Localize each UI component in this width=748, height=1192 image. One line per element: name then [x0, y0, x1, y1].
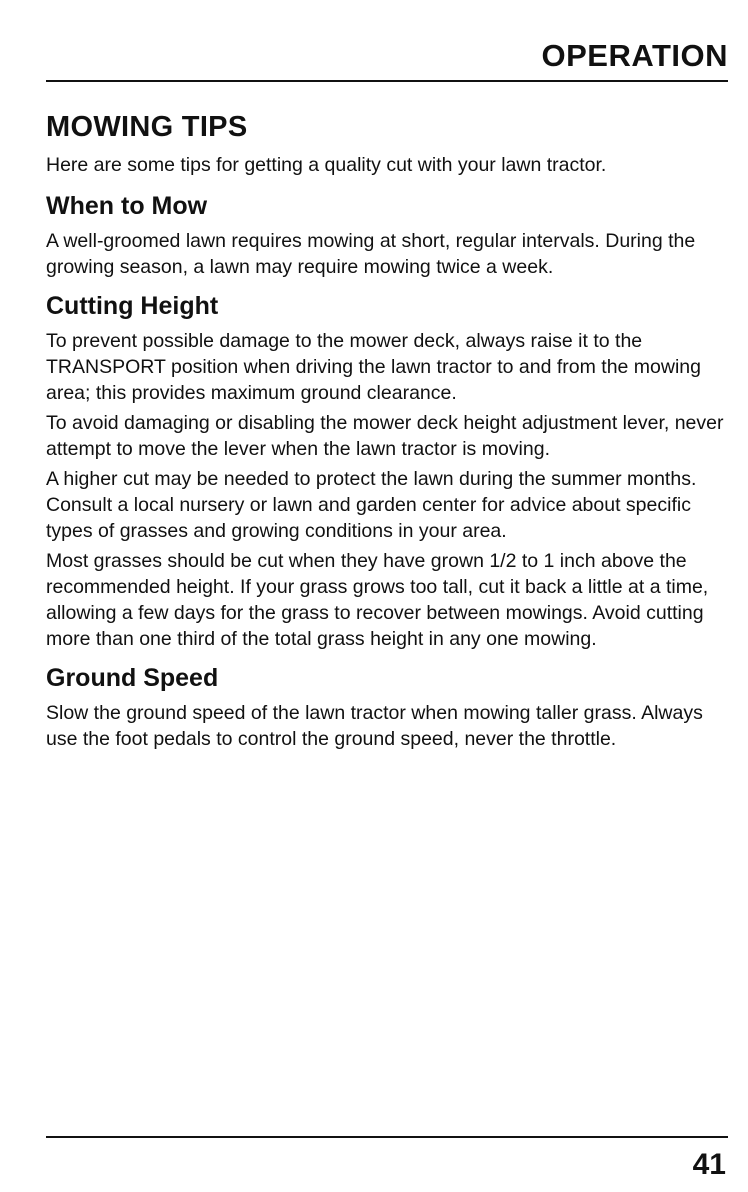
paragraph: Slow the ground speed of the lawn tractor when mowing taller grass. Always use the foot pedals to control the ground speed, never the throttle. — [46, 702, 703, 750]
paragraph: To avoid damaging or disabling the mower deck height adjustment lever, never attempt to move the lever when the lawn tractor is moving. — [46, 412, 724, 460]
header-divider — [46, 80, 728, 82]
page-number: 41 — [692, 1148, 726, 1181]
paragraph: A well-groomed lawn requires mowing at short, regular intervals. During the growing season, a lawn may require mowing twice a week. — [46, 230, 696, 278]
heading-cutting-height: Cutting Height — [46, 292, 219, 320]
section-header: OPERATION — [541, 38, 728, 73]
heading-when-to-mow: When to Mow — [46, 192, 208, 220]
heading-ground-speed: Ground Speed — [46, 664, 219, 692]
intro-text: Here are some tips for getting a quality cut with your lawn tractor. — [46, 154, 607, 176]
footer-divider — [46, 1136, 728, 1138]
page-title: MOWING TIPS — [46, 111, 248, 143]
paragraph: To prevent possible damage to the mower deck, always raise it to the TRANSPORT position when driving the lawn tractor to and from the mowing area; this provides maximum ground clearance. — [46, 330, 701, 404]
paragraph: A higher cut may be needed to protect the lawn during the summer months. Consult a local nursery or lawn and garden center for advice about specific types of grasses and growing conditions in your area. — [46, 468, 697, 542]
paragraph: Most grasses should be cut when they have grown 1/2 to 1 inch above the recommended height. If your grass grows too tall, cut it back a little at a time, allowing a few days for the grass to recover between mowings. Avoid cutting more than one third of the total grass height in any one mowing. — [46, 550, 709, 650]
page-content — [46, 108, 728, 756]
